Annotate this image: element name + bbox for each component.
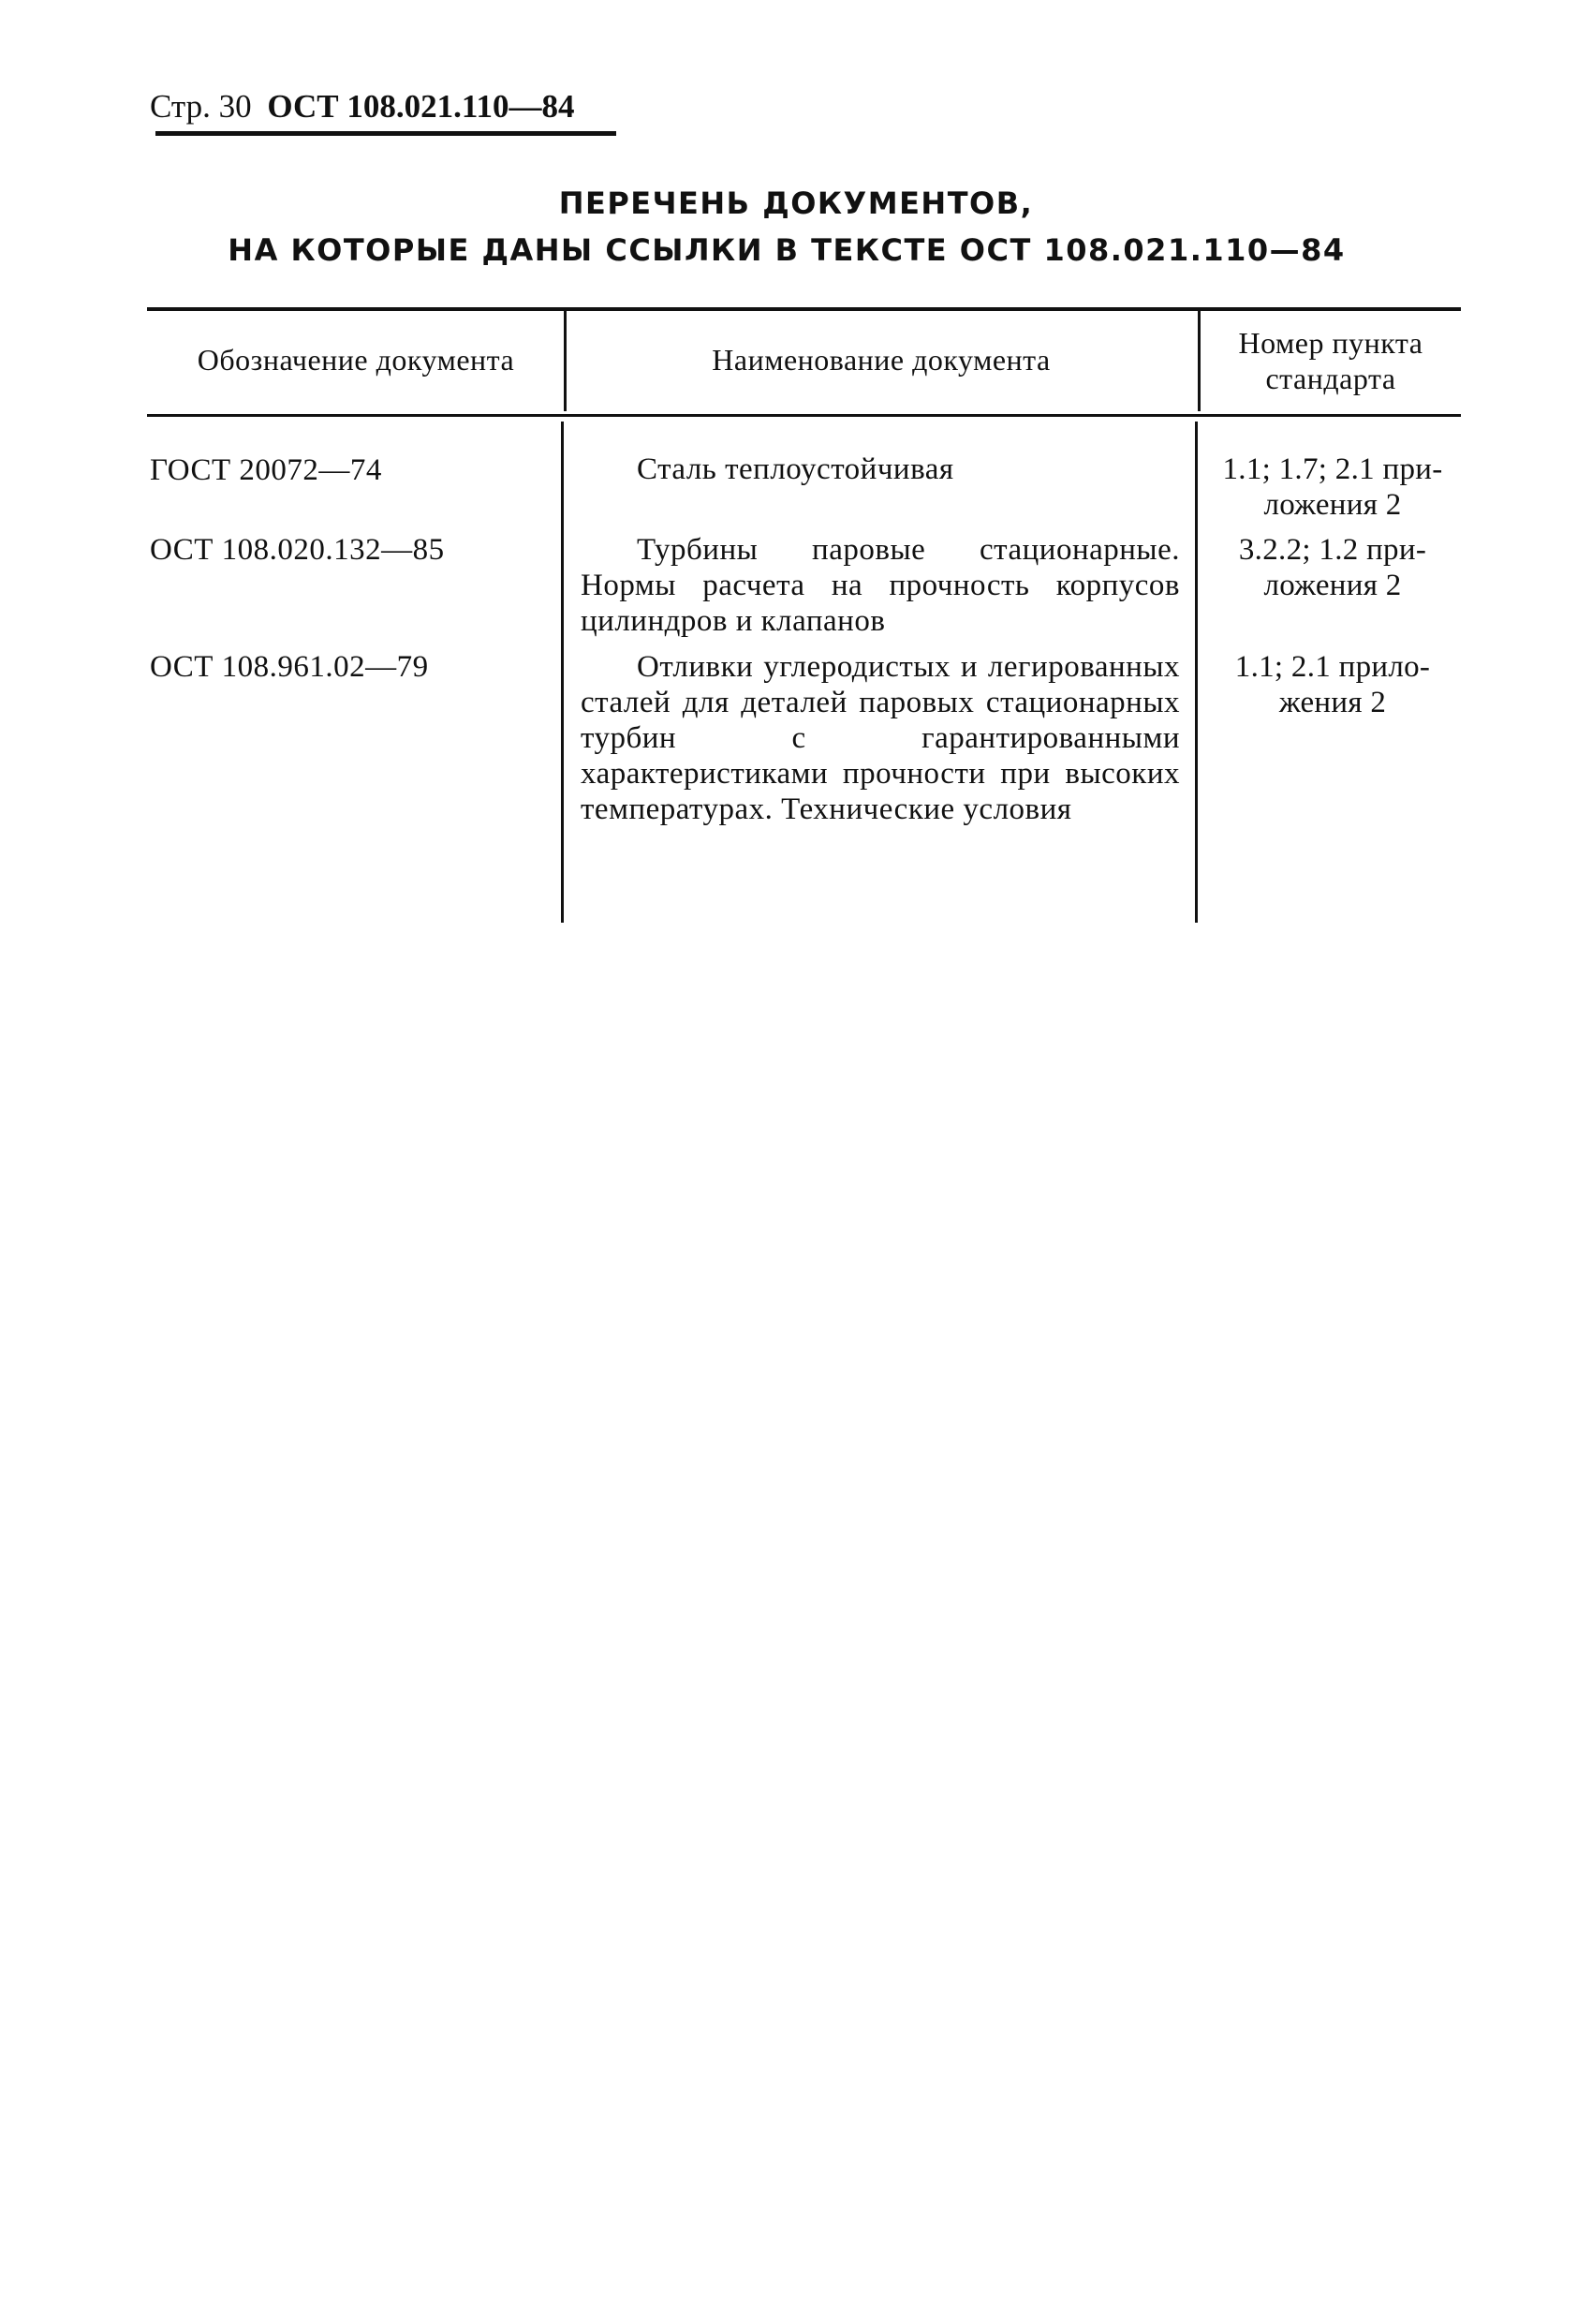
table-row-designation: ОСТ 108.961.02—79 [150, 650, 429, 684]
table-row-designation: ГОСТ 20072—74 [150, 453, 382, 487]
header-underline [155, 131, 616, 136]
table-row-clause [1210, 451, 1455, 523]
column-header-clause [1201, 325, 1461, 396]
clause-line: жения 2 [1278, 686, 1387, 719]
body-column-divider [1195, 422, 1198, 923]
body-column-divider [561, 422, 564, 923]
table-row-name: Сталь теплоустойчивая [637, 452, 954, 486]
clause-line: 1.1; 1.7; 2.1 при- [1222, 452, 1443, 486]
column-header-clause-line: Номер пункта [1238, 326, 1423, 360]
standard-number: ОСТ 108.021.110—84 [267, 88, 575, 125]
document-title-line-1: ПЕРЕЧЕНЬ ДОКУМЕНТОВ, [558, 185, 1034, 221]
clause-line: 1.1; 2.1 прило- [1234, 650, 1431, 684]
page-header [150, 86, 574, 127]
clause-line: 3.2.2; 1.2 при- [1238, 533, 1427, 567]
table-row-name: Отливки углеродистых и легированных сталей для деталей паровых стационарных турбин с гарантированными характеристиками прочности при высоких температурах. Технические условия [581, 650, 1180, 826]
table-row-clause [1210, 532, 1455, 603]
table-row-designation: ОСТ 108.020.132—85 [150, 533, 445, 567]
clause-line: ложения 2 [1263, 569, 1402, 602]
column-header-name: Наименование документа [712, 343, 1051, 377]
page-number: Стр. 30 [150, 88, 252, 125]
column-header-designation: Обозначение документа [197, 343, 515, 377]
table-row-name: Турбины паровые стационарные. Нормы расчета на прочность корпусов цилиндров и клапанов [581, 533, 1180, 638]
document-title-line-2: НА КОТОРЫЕ ДАНЫ ССЫЛКИ В ТЕКСТЕ ОСТ 108.021.110—84 [228, 232, 1346, 268]
table-row-clause [1210, 649, 1455, 720]
clause-line: ложения 2 [1263, 488, 1402, 522]
column-header-clause-line: стандарта [1265, 362, 1396, 395]
table-top-rule [147, 307, 1461, 311]
table-header-rule [147, 414, 1461, 417]
